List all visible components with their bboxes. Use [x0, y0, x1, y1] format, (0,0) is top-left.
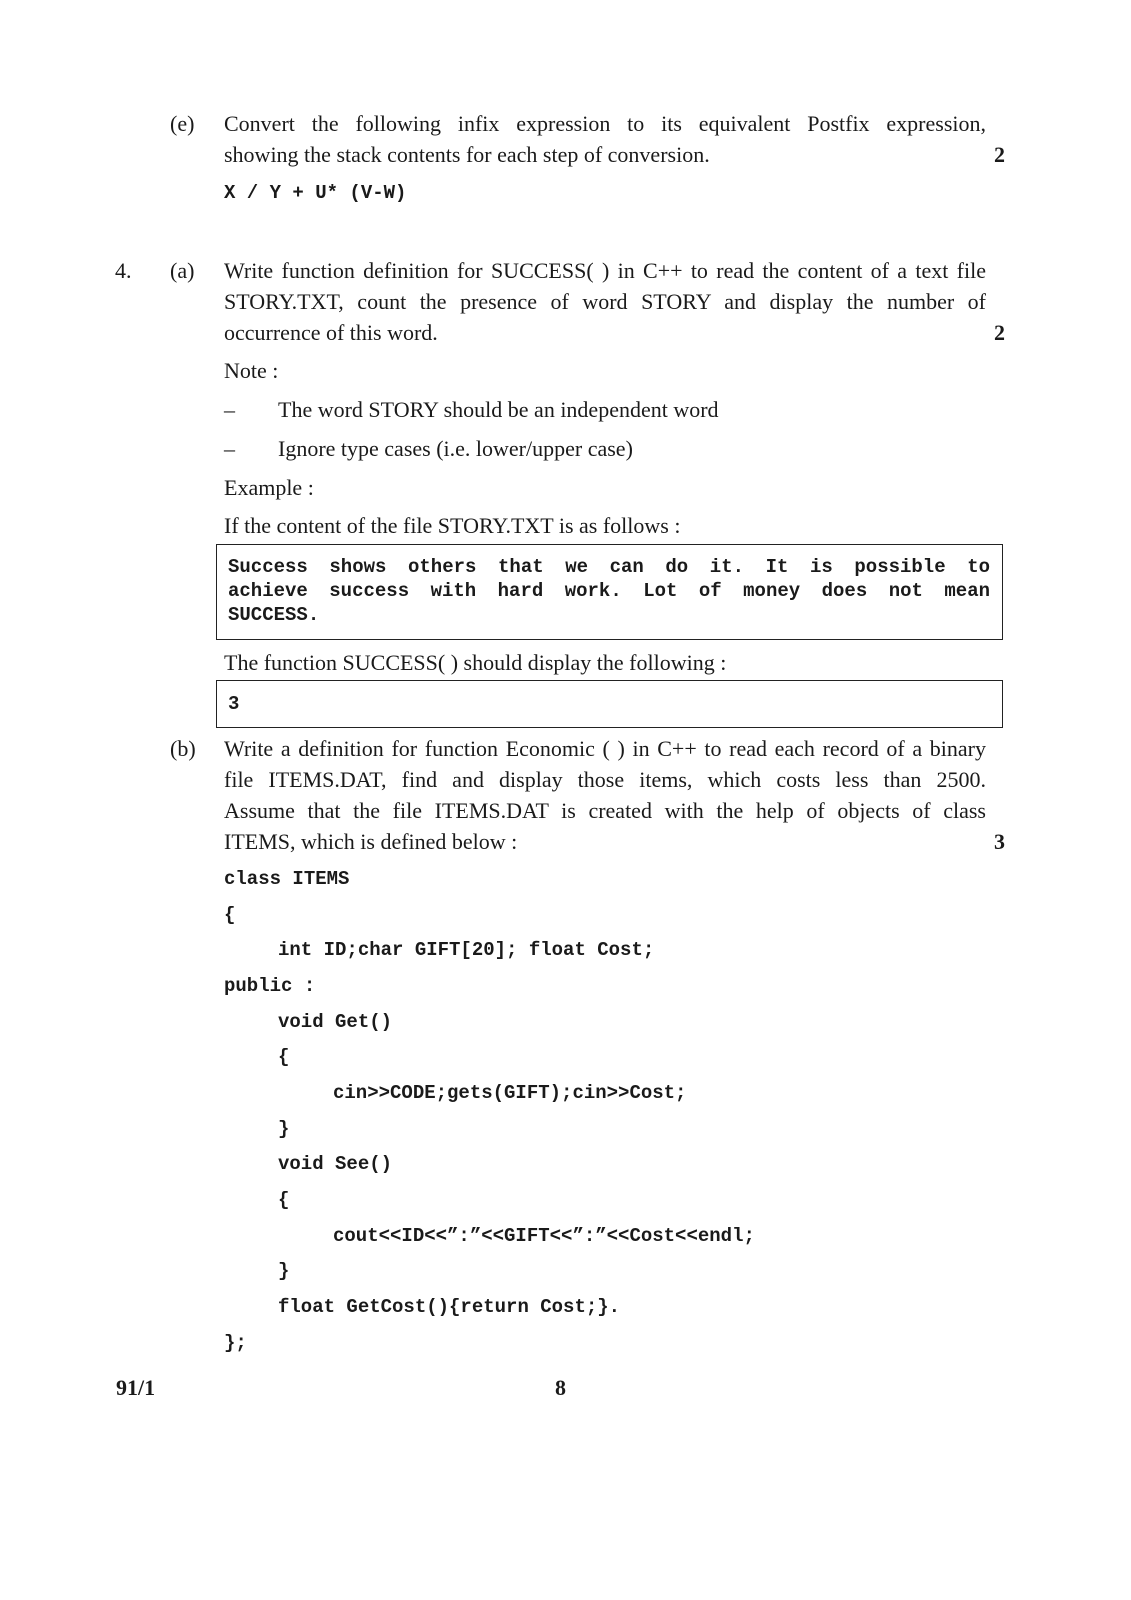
code-line-1: class ITEMS — [224, 868, 350, 890]
q3e-marks: 2 — [994, 142, 1005, 167]
code-line-14: }; — [224, 1332, 247, 1354]
q4b-text-line4: ITEMS, which is defined below : — [224, 829, 518, 854]
code-line-4: public : — [224, 975, 316, 997]
q4b-text-line2: file ITEMS.DAT, find and display those items, which costs less than 2500. — [224, 767, 986, 792]
q3e-expression: X / Y + U* (V-W) — [224, 182, 407, 204]
footer-page-number: 8 — [555, 1375, 566, 1400]
q4a-label: (a) — [170, 258, 195, 283]
code-line-11: cout<<ID<<”:”<<GIFT<<”:”<<Cost<<endl; — [333, 1225, 755, 1247]
q4b-text-line1: Write a definition for function Economic ( ) in C++ to read each record of a binary — [224, 736, 986, 761]
file-content-box — [216, 544, 1003, 640]
q4a-output-intro: The function SUCCESS( ) should display the following : — [224, 650, 727, 675]
q4b-marks: 3 — [994, 829, 1005, 854]
q3e-text-line2: showing the stack contents for each step of conversion. — [224, 142, 710, 167]
q4a-note-heading: Note : — [224, 358, 279, 383]
file-content-line-2: achieve success with hard work. Lot of money does not mean — [228, 580, 990, 602]
q3e-text-line1: Convert the following infix expression to its equivalent Postfix expression, — [224, 111, 986, 136]
code-line-12: } — [278, 1260, 290, 1282]
q4a-example-heading: Example : — [224, 475, 314, 500]
code-line-3: int ID;char GIFT[20]; float Cost; — [278, 939, 655, 961]
file-content-line-3: SUCCESS. — [228, 604, 320, 626]
code-line-6: { — [278, 1046, 290, 1068]
code-line-5: void Get() — [278, 1011, 393, 1033]
q4-number: 4. — [115, 258, 132, 283]
q4a-text-line2: STORY.TXT, count the presence of word STORY and display the number of — [224, 289, 986, 314]
q4a-note-dash-2: – — [224, 436, 235, 461]
code-line-13: float GetCost(){return Cost;}. — [278, 1296, 621, 1318]
code-line-7: cin>>CODE;gets(GIFT);cin>>Cost; — [333, 1082, 687, 1104]
q4a-note-item-2: Ignore type cases (i.e. lower/upper case) — [278, 436, 633, 461]
q3e-label: (e) — [170, 111, 195, 136]
code-line-2: { — [224, 904, 236, 926]
q4a-text-line1: Write function definition for SUCCESS( ) in C++ to read the content of a text file — [224, 258, 986, 283]
q4a-note-dash-1: – — [224, 397, 235, 422]
output-value: 3 — [228, 693, 240, 715]
q4b-text-line3: Assume that the file ITEMS.DAT is created with the help of objects of class — [224, 798, 986, 823]
file-content-line-1: Success shows others that we can do it. It is possible to — [228, 556, 990, 578]
q4b-label: (b) — [170, 736, 196, 761]
footer-paper-code: 91/1 — [116, 1375, 156, 1400]
code-line-8: } — [278, 1118, 290, 1140]
code-line-10: { — [278, 1189, 290, 1211]
q4a-note-item-1: The word STORY should be an independent word — [278, 397, 719, 422]
q4a-marks: 2 — [994, 320, 1005, 345]
output-box — [216, 680, 1003, 728]
code-line-9: void See() — [278, 1153, 393, 1175]
q4a-file-intro: If the content of the file STORY.TXT is as follows : — [224, 513, 681, 538]
q4a-text-line3: occurrence of this word. — [224, 320, 438, 345]
